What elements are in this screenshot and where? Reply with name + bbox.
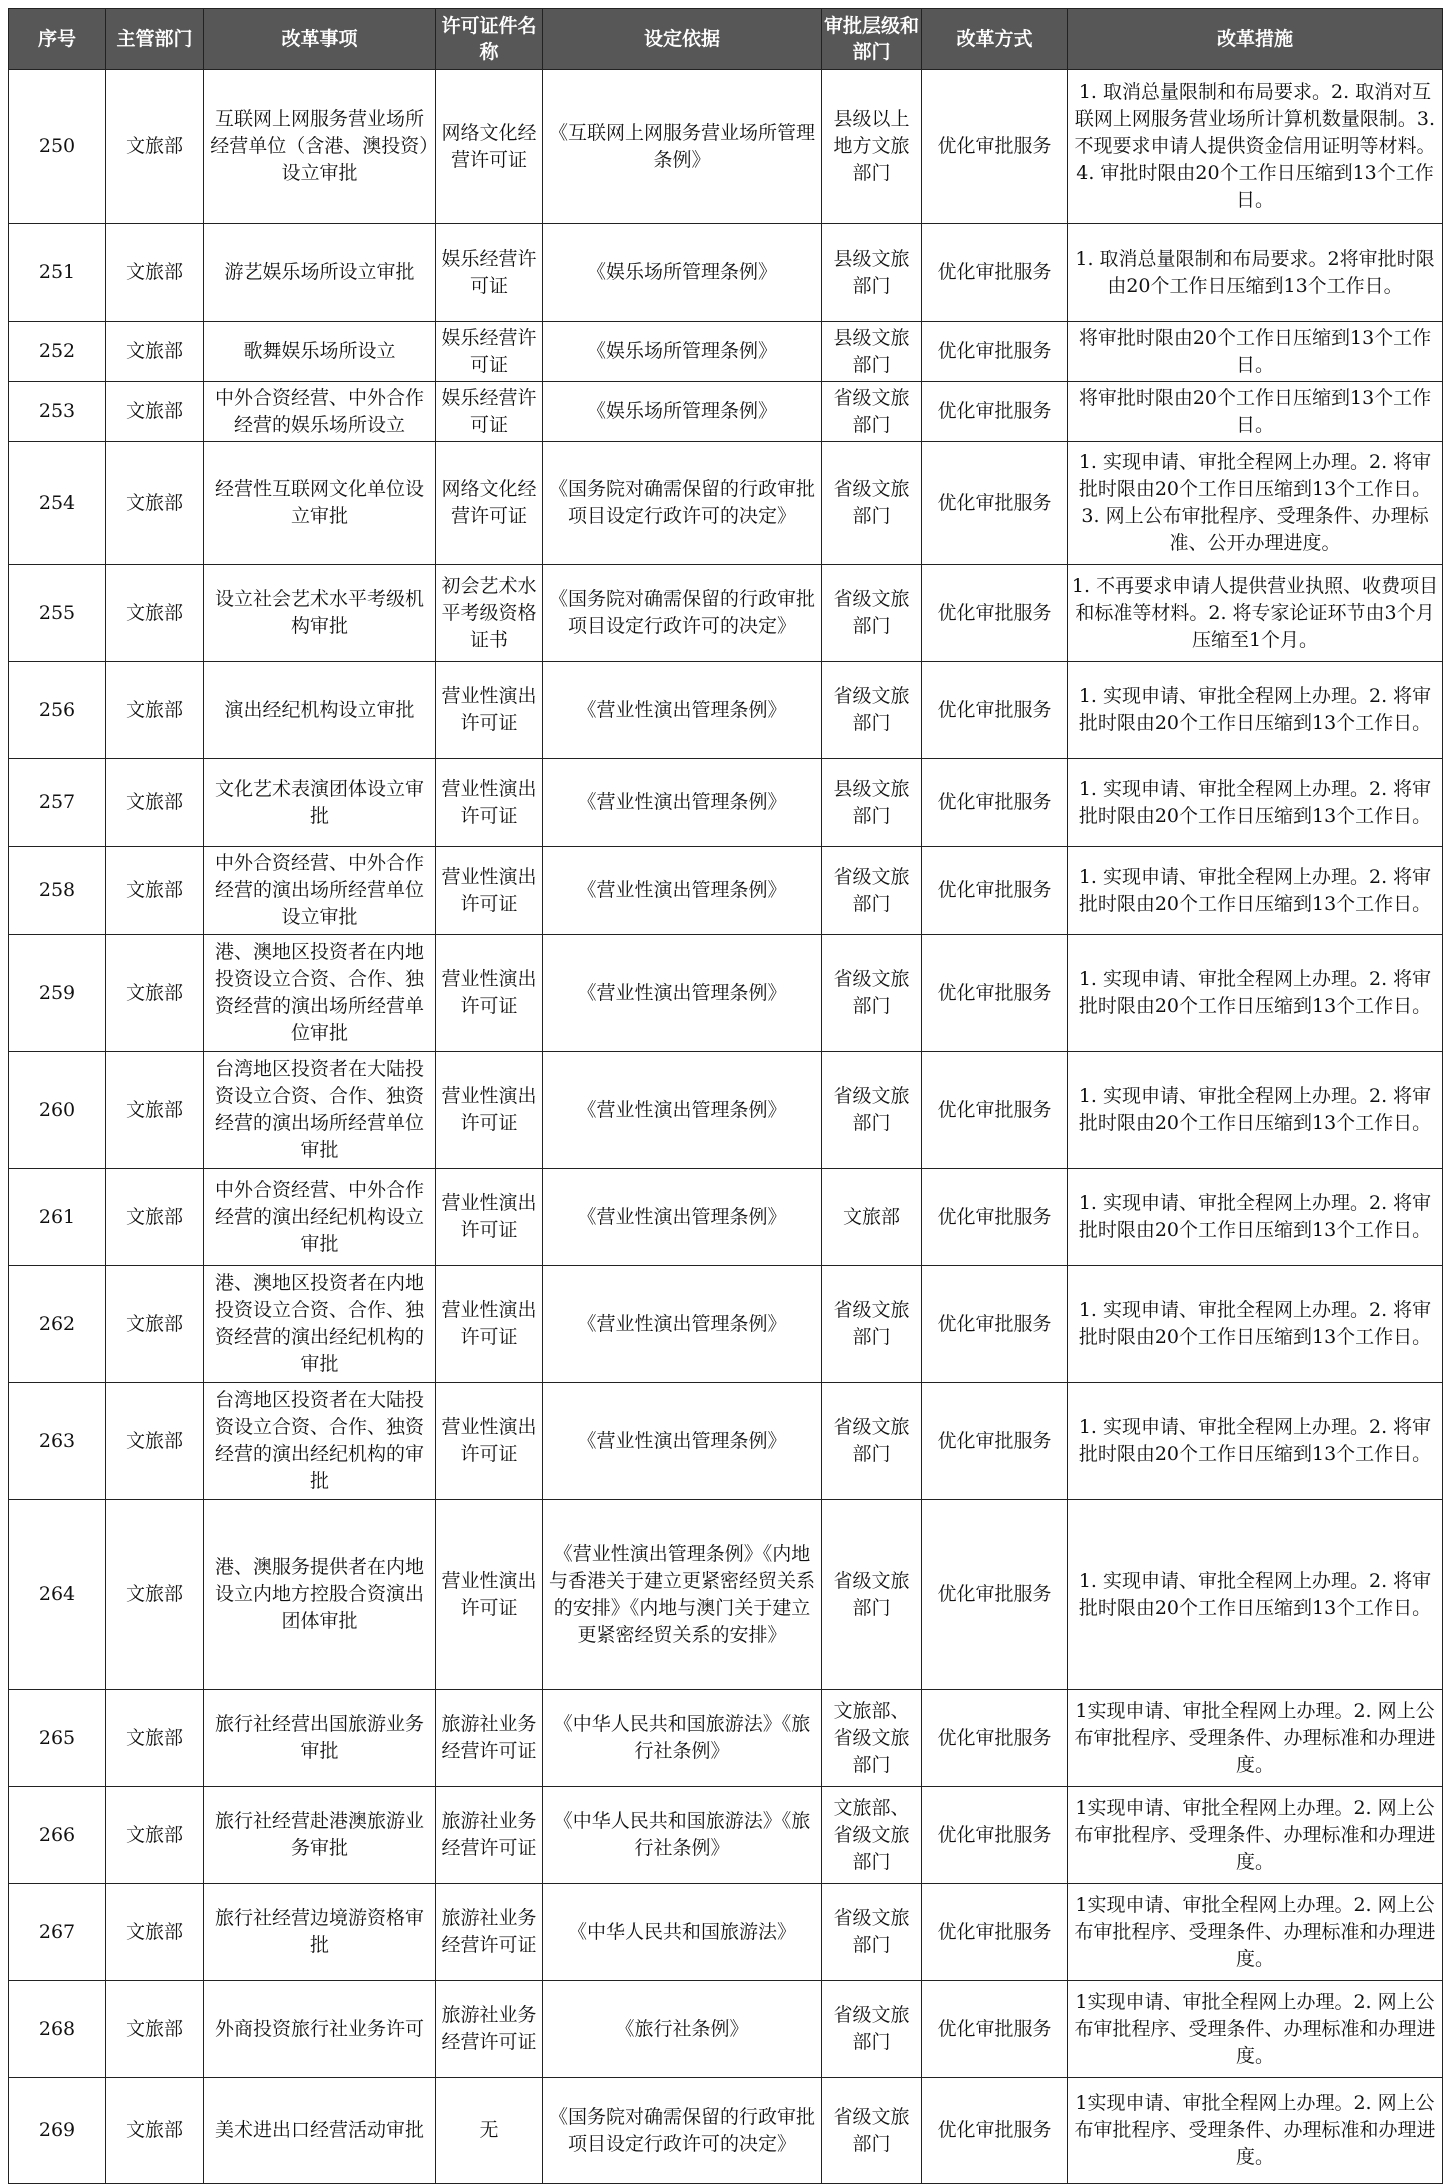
cell-dept: 文旅部	[106, 2078, 204, 2184]
cell-license: 营业性演出许可证	[436, 759, 543, 847]
cell-no: 251	[9, 224, 106, 322]
cell-mode: 优化审批服务	[922, 1266, 1068, 1383]
cell-measures: 1. 取消总量限制和布局要求。2. 取消对互联网上网服务营业场所计算机数量限制。3. 不现要求申请人提供资金信用证明等材料。4. 审批时限由20个工作日压缩到13个工作日。	[1068, 70, 1443, 224]
cell-license: 娱乐经营许可证	[436, 322, 543, 382]
cell-basis: 《营业性演出管理条例》	[543, 1052, 822, 1169]
cell-level: 县级文旅部门	[822, 759, 922, 847]
cell-license: 营业性演出许可证	[436, 847, 543, 935]
cell-measures: 将审批时限由20个工作日压缩到13个工作日。	[1068, 322, 1443, 382]
cell-license: 营业性演出许可证	[436, 1383, 543, 1500]
cell-dept: 文旅部	[106, 1787, 204, 1884]
cell-no: 254	[9, 442, 106, 565]
header-no: 序号	[9, 9, 106, 70]
cell-mode: 优化审批服务	[922, 662, 1068, 759]
table-row	[9, 1981, 1443, 2078]
cell-item: 中外合资经营、中外合作经营的演出场所经营单位设立审批	[204, 847, 436, 935]
cell-license: 营业性演出许可证	[436, 1169, 543, 1266]
cell-level: 县级文旅部门	[822, 224, 922, 322]
cell-mode: 优化审批服务	[922, 382, 1068, 442]
cell-measures: 1实现申请、审批全程网上办理。2. 网上公布审批程序、受理条件、办理标准和办理进度。	[1068, 1884, 1443, 1981]
cell-license: 营业性演出许可证	[436, 662, 543, 759]
reform-table-container	[8, 8, 1442, 2184]
cell-license: 旅游社业务经营许可证	[436, 1690, 543, 1787]
cell-level: 省级文旅部门	[822, 1884, 922, 1981]
table-row	[9, 1383, 1443, 1500]
cell-basis: 《国务院对确需保留的行政审批项目设定行政许可的决定》	[543, 565, 822, 662]
cell-dept: 文旅部	[106, 847, 204, 935]
cell-dept: 文旅部	[106, 565, 204, 662]
cell-mode: 优化审批服务	[922, 847, 1068, 935]
cell-dept: 文旅部	[106, 1169, 204, 1266]
cell-no: 259	[9, 935, 106, 1052]
cell-license: 网络文化经营许可证	[436, 70, 543, 224]
cell-measures: 1. 实现申请、审批全程网上办理。2. 将审批时限由20个工作日压缩到13个工作日。	[1068, 1500, 1443, 1690]
cell-license: 娱乐经营许可证	[436, 382, 543, 442]
cell-dept: 文旅部	[106, 224, 204, 322]
cell-dept: 文旅部	[106, 759, 204, 847]
table-row	[9, 1500, 1443, 1690]
cell-level: 省级文旅部门	[822, 382, 922, 442]
table-row	[9, 565, 1443, 662]
cell-license: 旅游社业务经营许可证	[436, 1884, 543, 1981]
cell-no: 267	[9, 1884, 106, 1981]
cell-measures: 1. 实现申请、审批全程网上办理。2. 将审批时限由20个工作日压缩到13个工作日。	[1068, 1169, 1443, 1266]
cell-level: 省级文旅部门	[822, 2078, 922, 2184]
cell-basis: 《中华人民共和国旅游法》《旅行社条例》	[543, 1690, 822, 1787]
cell-item: 港、澳服务提供者在内地设立内地方控股合资演出团体审批	[204, 1500, 436, 1690]
cell-measures: 1. 实现申请、审批全程网上办理。2. 将审批时限由20个工作日压缩到13个工作日。	[1068, 847, 1443, 935]
cell-item: 文化艺术表演团体设立审批	[204, 759, 436, 847]
cell-level: 省级文旅部门	[822, 1052, 922, 1169]
table-row	[9, 224, 1443, 322]
cell-license: 旅游社业务经营许可证	[436, 1787, 543, 1884]
cell-dept: 文旅部	[106, 442, 204, 565]
cell-item: 港、澳地区投资者在内地投资设立合资、合作、独资经营的演出场所经营单位审批	[204, 935, 436, 1052]
cell-dept: 文旅部	[106, 1266, 204, 1383]
cell-item: 设立社会艺术水平考级机构审批	[204, 565, 436, 662]
cell-item: 互联网上网服务营业场所经营单位（含港、澳投资）设立审批	[204, 70, 436, 224]
cell-dept: 文旅部	[106, 662, 204, 759]
cell-level: 省级文旅部门	[822, 1981, 922, 2078]
table-row	[9, 935, 1443, 1052]
cell-item: 台湾地区投资者在大陆投资设立合资、合作、独资经营的演出经纪机构的审批	[204, 1383, 436, 1500]
cell-mode: 优化审批服务	[922, 935, 1068, 1052]
cell-dept: 文旅部	[106, 1884, 204, 1981]
cell-item: 台湾地区投资者在大陆投资设立合资、合作、独资经营的演出场所经营单位审批	[204, 1052, 436, 1169]
table-row	[9, 2078, 1443, 2184]
cell-item: 中外合资经营、中外合作经营的娱乐场所设立	[204, 382, 436, 442]
cell-level: 文旅部	[822, 1169, 922, 1266]
cell-dept: 文旅部	[106, 1383, 204, 1500]
cell-no: 266	[9, 1787, 106, 1884]
table-row	[9, 382, 1443, 442]
cell-license: 营业性演出许可证	[436, 1266, 543, 1383]
cell-dept: 文旅部	[106, 382, 204, 442]
cell-no: 253	[9, 382, 106, 442]
cell-basis: 《营业性演出管理条例》	[543, 759, 822, 847]
cell-no: 255	[9, 565, 106, 662]
cell-basis: 《娱乐场所管理条例》	[543, 224, 822, 322]
table-row	[9, 442, 1443, 565]
header-license: 许可证件名称	[436, 9, 543, 70]
cell-basis: 《营业性演出管理条例》	[543, 1383, 822, 1500]
table-row	[9, 1690, 1443, 1787]
table-row	[9, 70, 1443, 224]
cell-level: 省级文旅部门	[822, 935, 922, 1052]
cell-no: 260	[9, 1052, 106, 1169]
cell-measures: 将审批时限由20个工作日压缩到13个工作日。	[1068, 382, 1443, 442]
cell-license: 旅游社业务经营许可证	[436, 1981, 543, 2078]
cell-item: 演出经纪机构设立审批	[204, 662, 436, 759]
cell-basis: 《互联网上网服务营业场所管理条例》	[543, 70, 822, 224]
cell-measures: 1实现申请、审批全程网上办理。2. 网上公布审批程序、受理条件、办理标准和办理进度。	[1068, 1981, 1443, 2078]
cell-mode: 优化审批服务	[922, 1884, 1068, 1981]
reform-table	[8, 8, 1443, 2184]
cell-item: 旅行社经营出国旅游业务审批	[204, 1690, 436, 1787]
cell-item: 游艺娱乐场所设立审批	[204, 224, 436, 322]
cell-dept: 文旅部	[106, 322, 204, 382]
cell-level: 省级文旅部门	[822, 1383, 922, 1500]
cell-mode: 优化审批服务	[922, 565, 1068, 662]
cell-basis: 《营业性演出管理条例》	[543, 847, 822, 935]
cell-dept: 文旅部	[106, 70, 204, 224]
cell-no: 263	[9, 1383, 106, 1500]
cell-measures: 1实现申请、审批全程网上办理。2. 网上公布审批程序、受理条件、办理标准和办理进度。	[1068, 1787, 1443, 1884]
cell-measures: 1实现申请、审批全程网上办理。2. 网上公布审批程序、受理条件、办理标准和办理进度。	[1068, 2078, 1443, 2184]
cell-mode: 优化审批服务	[922, 1500, 1068, 1690]
header-mode: 改革方式	[922, 9, 1068, 70]
cell-mode: 优化审批服务	[922, 442, 1068, 565]
cell-basis: 《营业性演出管理条例》	[543, 935, 822, 1052]
cell-no: 257	[9, 759, 106, 847]
table-row	[9, 1266, 1443, 1383]
cell-mode: 优化审批服务	[922, 1981, 1068, 2078]
cell-license: 网络文化经营许可证	[436, 442, 543, 565]
cell-mode: 优化审批服务	[922, 1169, 1068, 1266]
cell-item: 歌舞娱乐场所设立	[204, 322, 436, 382]
cell-mode: 优化审批服务	[922, 1383, 1068, 1500]
cell-measures: 1. 不再要求申请人提供营业执照、收费项目和标准等材料。2. 将专家论证环节由3个月压缩至1个月。	[1068, 565, 1443, 662]
cell-item: 港、澳地区投资者在内地投资设立合资、合作、独资经营的演出经纪机构的审批	[204, 1266, 436, 1383]
cell-mode: 优化审批服务	[922, 2078, 1068, 2184]
cell-level: 文旅部、省级文旅部门	[822, 1690, 922, 1787]
table-body	[9, 70, 1443, 2184]
table-row	[9, 1052, 1443, 1169]
cell-item: 旅行社经营边境游资格审批	[204, 1884, 436, 1981]
table-header	[9, 9, 1443, 70]
header-level: 审批层级和部门	[822, 9, 922, 70]
cell-measures: 1. 实现申请、审批全程网上办理。2. 将审批时限由20个工作日压缩到13个工作日。3. 网上公布审批程序、受理条件、办理标准、公开办理进度。	[1068, 442, 1443, 565]
cell-item: 经营性互联网文化单位设立审批	[204, 442, 436, 565]
cell-measures: 1. 实现申请、审批全程网上办理。2. 将审批时限由20个工作日压缩到13个工作日。	[1068, 935, 1443, 1052]
cell-license: 无	[436, 2078, 543, 2184]
cell-no: 256	[9, 662, 106, 759]
cell-no: 258	[9, 847, 106, 935]
cell-license: 营业性演出许可证	[436, 1500, 543, 1690]
cell-no: 262	[9, 1266, 106, 1383]
cell-measures: 1实现申请、审批全程网上办理。2. 网上公布审批程序、受理条件、办理标准和办理进度。	[1068, 1690, 1443, 1787]
cell-basis: 《中华人民共和国旅游法》《旅行社条例》	[543, 1787, 822, 1884]
header-basis: 设定依据	[543, 9, 822, 70]
cell-no: 252	[9, 322, 106, 382]
cell-measures: 1. 取消总量限制和布局要求。2将审批时限由20个工作日压缩到13个工作日。	[1068, 224, 1443, 322]
cell-license: 营业性演出许可证	[436, 1052, 543, 1169]
cell-license: 营业性演出许可证	[436, 935, 543, 1052]
cell-level: 省级文旅部门	[822, 1500, 922, 1690]
table-row	[9, 662, 1443, 759]
table-row	[9, 759, 1443, 847]
cell-item: 中外合资经营、中外合作经营的演出经纪机构设立审批	[204, 1169, 436, 1266]
cell-dept: 文旅部	[106, 1690, 204, 1787]
cell-no: 264	[9, 1500, 106, 1690]
cell-no: 265	[9, 1690, 106, 1787]
cell-level: 县级以上地方文旅部门	[822, 70, 922, 224]
cell-measures: 1. 实现申请、审批全程网上办理。2. 将审批时限由20个工作日压缩到13个工作日。	[1068, 662, 1443, 759]
table-row	[9, 1169, 1443, 1266]
header-measures: 改革措施	[1068, 9, 1443, 70]
cell-measures: 1. 实现申请、审批全程网上办理。2. 将审批时限由20个工作日压缩到13个工作日。	[1068, 759, 1443, 847]
cell-level: 省级文旅部门	[822, 565, 922, 662]
cell-level: 县级文旅部门	[822, 322, 922, 382]
cell-basis: 《营业性演出管理条例》	[543, 1266, 822, 1383]
cell-basis: 《中华人民共和国旅游法》	[543, 1884, 822, 1981]
cell-measures: 1. 实现申请、审批全程网上办理。2. 将审批时限由20个工作日压缩到13个工作日。	[1068, 1266, 1443, 1383]
cell-item: 美术进出口经营活动审批	[204, 2078, 436, 2184]
cell-no: 268	[9, 1981, 106, 2078]
cell-basis: 《营业性演出管理条例》	[543, 662, 822, 759]
cell-dept: 文旅部	[106, 1500, 204, 1690]
cell-no: 269	[9, 2078, 106, 2184]
cell-item: 外商投资旅行社业务许可	[204, 1981, 436, 2078]
cell-basis: 《国务院对确需保留的行政审批项目设定行政许可的决定》	[543, 2078, 822, 2184]
cell-dept: 文旅部	[106, 1052, 204, 1169]
cell-level: 省级文旅部门	[822, 662, 922, 759]
cell-mode: 优化审批服务	[922, 224, 1068, 322]
cell-mode: 优化审批服务	[922, 1787, 1068, 1884]
cell-measures: 1. 实现申请、审批全程网上办理。2. 将审批时限由20个工作日压缩到13个工作日。	[1068, 1052, 1443, 1169]
cell-basis: 《娱乐场所管理条例》	[543, 322, 822, 382]
cell-mode: 优化审批服务	[922, 759, 1068, 847]
cell-basis: 《国务院对确需保留的行政审批项目设定行政许可的决定》	[543, 442, 822, 565]
header-dept: 主管部门	[106, 9, 204, 70]
cell-mode: 优化审批服务	[922, 1052, 1068, 1169]
table-row	[9, 1787, 1443, 1884]
cell-level: 省级文旅部门	[822, 847, 922, 935]
cell-dept: 文旅部	[106, 1981, 204, 2078]
header-row	[9, 9, 1443, 70]
cell-basis: 《旅行社条例》	[543, 1981, 822, 2078]
cell-no: 250	[9, 70, 106, 224]
table-row	[9, 1884, 1443, 1981]
table-row	[9, 847, 1443, 935]
cell-mode: 优化审批服务	[922, 1690, 1068, 1787]
cell-basis: 《营业性演出管理条例》《内地与香港关于建立更紧密经贸关系的安排》《内地与澳门关于建立更紧密经贸关系的安排》	[543, 1500, 822, 1690]
cell-basis: 《娱乐场所管理条例》	[543, 382, 822, 442]
cell-dept: 文旅部	[106, 935, 204, 1052]
cell-license: 娱乐经营许可证	[436, 224, 543, 322]
cell-level: 省级文旅部门	[822, 442, 922, 565]
cell-license: 初会艺术水平考级资格证书	[436, 565, 543, 662]
cell-level: 文旅部、省级文旅部门	[822, 1787, 922, 1884]
cell-mode: 优化审批服务	[922, 322, 1068, 382]
cell-measures: 1. 实现申请、审批全程网上办理。2. 将审批时限由20个工作日压缩到13个工作日。	[1068, 1383, 1443, 1500]
header-item: 改革事项	[204, 9, 436, 70]
cell-item: 旅行社经营赴港澳旅游业务审批	[204, 1787, 436, 1884]
cell-no: 261	[9, 1169, 106, 1266]
table-row	[9, 322, 1443, 382]
cell-mode: 优化审批服务	[922, 70, 1068, 224]
cell-basis: 《营业性演出管理条例》	[543, 1169, 822, 1266]
cell-level: 省级文旅部门	[822, 1266, 922, 1383]
